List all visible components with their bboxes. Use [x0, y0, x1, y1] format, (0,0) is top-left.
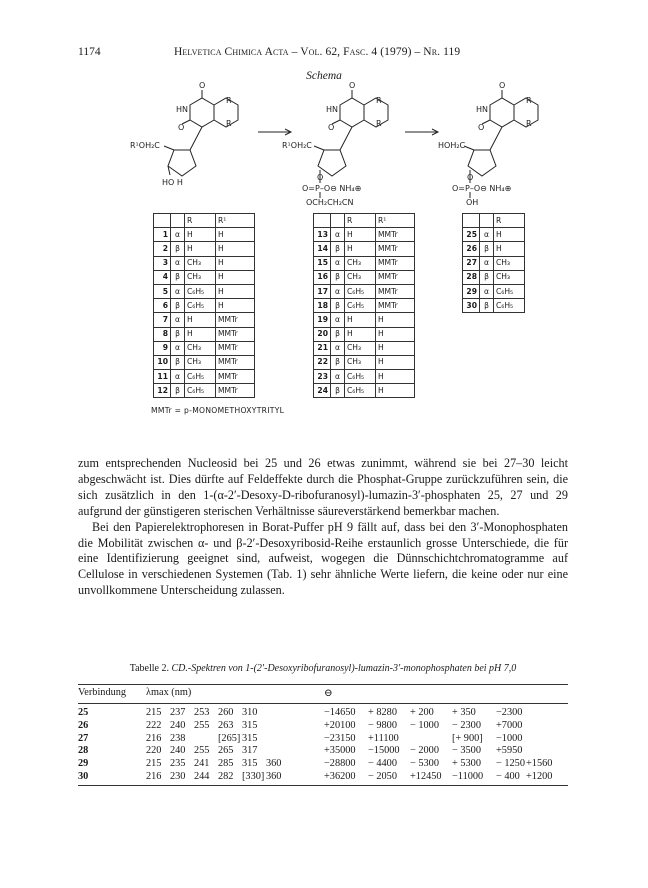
table-cell: H	[216, 228, 255, 242]
theta-value: − 4400	[368, 758, 397, 770]
table-cell: α	[331, 228, 345, 242]
header-cell: R	[185, 214, 216, 228]
table-row	[314, 370, 415, 384]
lambda-value: 220	[146, 745, 162, 757]
compound-table-3	[462, 213, 525, 313]
table-cell: β	[171, 299, 185, 313]
compound-number: 17	[314, 284, 331, 298]
lambda-value: 282	[218, 771, 234, 782]
table-cell: H	[494, 228, 525, 242]
compound-number: 20	[314, 327, 331, 341]
table-row	[154, 270, 255, 284]
table-row	[463, 228, 525, 242]
s1-hn: HN	[176, 105, 188, 114]
table-cell: α	[171, 341, 185, 355]
table-row	[154, 299, 255, 313]
s1-r-bottom: R	[226, 119, 232, 128]
table-row	[154, 355, 255, 369]
lambda-value: 255	[194, 719, 210, 731]
compound-number: 16	[314, 270, 331, 284]
table-cell: α	[331, 341, 345, 355]
compound-number: 30	[463, 299, 480, 313]
compound-number: 27	[463, 256, 480, 270]
table-cell: β	[171, 327, 185, 341]
table-cell: H	[216, 256, 255, 270]
compound-number: 4	[154, 270, 171, 284]
theta-value: − 1250	[496, 758, 525, 770]
theta-value: −23150	[324, 732, 356, 744]
table-cell: H	[345, 228, 376, 242]
theta-value: + 200	[410, 707, 434, 718]
theta-value: − 2000	[410, 745, 439, 757]
table-cell: C₆H₅	[345, 284, 376, 298]
table-cell: H	[185, 242, 216, 256]
table-cell: CH₃	[345, 256, 376, 270]
s2-r1oh2c: R¹OH₂C	[282, 141, 312, 150]
table-row	[463, 299, 525, 313]
theta-value: − 1000	[410, 719, 439, 731]
page-number: 1174	[78, 46, 101, 58]
table-row	[154, 384, 255, 398]
header-cell	[331, 214, 345, 228]
compound-number: 3	[154, 256, 171, 270]
table-row	[314, 228, 415, 242]
compound-number: 22	[314, 355, 331, 369]
s2-carbonyl-o: O	[349, 81, 356, 90]
table-cell: α	[171, 228, 185, 242]
table-cell: β	[480, 299, 494, 313]
s3-r-bottom: R	[526, 119, 532, 128]
table-cell: H	[185, 313, 216, 327]
table-row	[314, 299, 415, 313]
paragraph-1: zum entsprechenden Nucleosid bei 25 und 26 etwas zunimmt, während sie bei 27–30 leicht abgeschwächt ist. Dies dürfte auf Feldeffekte durch die Phosphat-Gruppe zurückzuführen sein, die sich zusätzlich in den 1-(α-2′-Desoxy-D-ribofuranosyl)-lumazin-3′-phosphaten 25, 27 und 29 aufgrund der günstigeren sterischen Verhältnisse säureverstärkend bemerkbar machen.	[78, 456, 568, 518]
compound-table-1	[153, 213, 255, 398]
table-row	[314, 242, 415, 256]
table-cell: MMTr	[216, 327, 255, 341]
table-cell: α	[480, 284, 494, 298]
table-cell: β	[171, 242, 185, 256]
compound-id: 28	[78, 745, 89, 757]
table-cell: H	[216, 284, 255, 298]
table-cell: CH₃	[345, 355, 376, 369]
compound-number: 6	[154, 299, 171, 313]
lambda-value: 241	[194, 758, 210, 770]
table-cell: H	[376, 327, 415, 341]
table-cell: α	[331, 256, 345, 270]
table-cell: C₆H₅	[345, 370, 376, 384]
s3-o: O	[467, 173, 474, 182]
table-cell: MMTr	[376, 270, 415, 284]
s1-carbonyl-o: O	[199, 81, 206, 90]
paragraph-2: Bei den Papierelektrophoresen in Borat-Puffer pH 9 fällt auf, dass bei den 3′-Monophosphaten die Mobilität zwischen α- und β-2′-Desoxyribosid-Reihe erstaunlich grosse Unterschiede, die für eine Identifizierung geeignet sind, aufweist, wogegen die Dünnschichtchromatogramme auf Cellulose in verschiedenen Systemen (Tab. 1) sehr ähnliche Werte liefern, die keine oder nur eine unvollkommene Unterscheidung zulassen.	[78, 519, 568, 598]
s2-o: O	[317, 173, 324, 182]
theta-value: +20100	[324, 719, 356, 731]
lambda-value: 216	[146, 732, 162, 744]
header-cell	[314, 214, 331, 228]
table-row	[154, 370, 255, 384]
theta-value: −15000	[368, 745, 400, 757]
compound-number: 26	[463, 242, 480, 256]
table-row	[314, 355, 415, 369]
s3-r-top: R	[526, 96, 532, 105]
table-cell: CH₃	[185, 355, 216, 369]
table-cell: α	[331, 284, 345, 298]
theta-value: + 350	[452, 707, 476, 718]
s3-hn: HN	[476, 105, 488, 114]
table-cell: β	[480, 270, 494, 284]
lambda-value: 255	[194, 745, 210, 757]
lambda-value: 315	[242, 732, 258, 744]
table-cell: α	[171, 370, 185, 384]
table-cell: CH₃	[494, 270, 525, 284]
header-cell	[480, 214, 494, 228]
theta-value: +7000	[496, 719, 523, 731]
s2-ring-o: O	[328, 123, 335, 132]
table-row	[314, 284, 415, 298]
table-row	[314, 270, 415, 284]
table-cell: H	[185, 327, 216, 341]
table-cell: α	[171, 284, 185, 298]
table-cell: CH₃	[185, 341, 216, 355]
table-rule-top	[78, 684, 568, 685]
table-cell: C₆H₅	[345, 299, 376, 313]
header-cell	[154, 214, 171, 228]
theta-value: +35000	[324, 745, 356, 757]
col-theta: ⊖	[324, 688, 333, 699]
compound-number: 11	[154, 370, 171, 384]
table-cell: α	[480, 256, 494, 270]
table-cell: H	[185, 228, 216, 242]
table-row	[463, 284, 525, 298]
table-cell: β	[171, 270, 185, 284]
body-text	[78, 456, 568, 599]
lambda-value: 317	[242, 745, 258, 757]
table-cell: α	[480, 228, 494, 242]
table-2-caption	[78, 663, 568, 674]
theta-value: [+ 900]	[452, 732, 483, 744]
table-row	[154, 284, 255, 298]
table-cell: MMTr	[216, 341, 255, 355]
table-cell: CH₃	[185, 256, 216, 270]
lambda-value: 260	[218, 707, 234, 718]
table-cell: α	[331, 370, 345, 384]
s3-phosphate: O=P–O⊖ NH₄⊕	[452, 184, 512, 193]
lambda-value: 230	[170, 771, 186, 782]
lambda-value: 310	[242, 707, 258, 718]
header-cell: R¹	[216, 214, 255, 228]
table-cell: MMTr	[216, 313, 255, 327]
table-row	[463, 242, 525, 256]
compound-id: 27	[78, 732, 89, 744]
table-cell: β	[331, 270, 345, 284]
s1-ho-h: HO H	[162, 178, 183, 187]
lambda-value: 215	[146, 707, 162, 718]
lambda-value: 240	[170, 719, 186, 731]
lambda-value: [330]	[242, 771, 265, 782]
compound-number: 21	[314, 341, 331, 355]
schema-title: Schema	[306, 70, 342, 82]
table-cell: H	[345, 242, 376, 256]
lambda-value: 265	[218, 745, 234, 757]
lambda-value: [265]	[218, 732, 241, 744]
s3-oh: OH	[466, 198, 479, 207]
compound-number: 29	[463, 284, 480, 298]
table-row	[154, 256, 255, 270]
compound-number: 12	[154, 384, 171, 398]
table-cell: H	[376, 341, 415, 355]
lambda-value: 315	[242, 758, 258, 770]
col-compound: Verbindung	[78, 687, 127, 698]
theta-value: +11100	[368, 732, 399, 744]
compound-number: 25	[463, 228, 480, 242]
compound-number: 19	[314, 313, 331, 327]
s1-r-top: R	[226, 96, 232, 105]
compound-number: 15	[314, 256, 331, 270]
table-cell: α	[331, 313, 345, 327]
table-2-label: Tabelle 2.	[129, 663, 169, 674]
compound-number: 24	[314, 384, 331, 398]
table-cell: H	[345, 327, 376, 341]
lambda-value: 244	[194, 771, 210, 782]
table-row	[314, 341, 415, 355]
s3-carbonyl-o: O	[499, 81, 506, 90]
lambda-value: 360	[266, 758, 282, 770]
table-cell: MMTr	[376, 256, 415, 270]
lambda-value: 235	[170, 758, 186, 770]
header-cell: R	[345, 214, 376, 228]
theta-value: − 2300	[452, 719, 481, 731]
table-cell: H	[345, 313, 376, 327]
theta-value: +1560	[526, 758, 553, 770]
lambda-value: 240	[170, 745, 186, 757]
theta-value: +36200	[324, 771, 356, 782]
table-cell: CH₃	[185, 270, 216, 284]
lambda-value: 285	[218, 758, 234, 770]
table-cell: H	[376, 384, 415, 398]
theta-value: +5950	[496, 745, 523, 757]
compound-number: 9	[154, 341, 171, 355]
lambda-value: 263	[218, 719, 234, 731]
theta-value: −11000	[452, 771, 484, 782]
theta-value: − 2050	[368, 771, 397, 782]
mmtr-footnote: MMTr = p-MONOMETHOXYTRITYL	[151, 406, 285, 415]
compound-table-2	[313, 213, 415, 398]
table-cell: β	[171, 355, 185, 369]
theta-value: +1200	[526, 771, 553, 782]
table-row	[463, 256, 525, 270]
table-cell: C₆H₅	[494, 299, 525, 313]
theta-value: −28800	[324, 758, 356, 770]
table-cell: β	[480, 242, 494, 256]
theta-value: − 5300	[410, 758, 439, 770]
table-row	[314, 256, 415, 270]
compound-id: 30	[78, 771, 89, 782]
col-lambda: λmax (nm)	[146, 687, 192, 698]
compound-number: 5	[154, 284, 171, 298]
theta-value: + 5300	[452, 758, 481, 770]
s1-ring-o: O	[178, 123, 185, 132]
s2-cyanoethyl: OCH₂CH₂CN	[306, 198, 354, 207]
header-cell	[171, 214, 185, 228]
table-row	[154, 228, 255, 242]
theta-value: +12450	[410, 771, 442, 782]
table-cell: α	[171, 313, 185, 327]
compound-number: 7	[154, 313, 171, 327]
table-cell: β	[331, 299, 345, 313]
s2-r-bottom: R	[376, 119, 382, 128]
compound-number: 18	[314, 299, 331, 313]
table-row	[314, 313, 415, 327]
header-cell: R	[494, 214, 525, 228]
table-cell: MMTr	[216, 355, 255, 369]
table-cell: MMTr	[216, 384, 255, 398]
lambda-value: 315	[242, 719, 258, 731]
table-cell: β	[331, 242, 345, 256]
table-cell: H	[376, 370, 415, 384]
table-cell: CH₃	[345, 341, 376, 355]
table-cell: H	[216, 270, 255, 284]
compound-number: 14	[314, 242, 331, 256]
journal-title: Helvetica Chimica Acta – Vol. 62, Fasc. 4 (1979) – Nr. 119	[174, 46, 461, 58]
compound-id: 26	[78, 719, 89, 731]
lambda-value: 253	[194, 707, 210, 718]
table-cell: C₆H₅	[185, 370, 216, 384]
table-cell: CH₃	[345, 270, 376, 284]
theta-value: + 8280	[368, 707, 397, 718]
compound-number: 13	[314, 228, 331, 242]
table-cell: β	[331, 327, 345, 341]
table-cell: H	[216, 242, 255, 256]
s3-ring-o: O	[478, 123, 485, 132]
table-cell: MMTr	[216, 370, 255, 384]
table-row	[154, 327, 255, 341]
table-row	[154, 242, 255, 256]
compound-id: 25	[78, 707, 89, 718]
compound-id: 29	[78, 758, 89, 770]
table-row	[463, 270, 525, 284]
table-row	[314, 384, 415, 398]
compound-number: 28	[463, 270, 480, 284]
lambda-value: 238	[170, 732, 186, 744]
table-cell: H	[376, 355, 415, 369]
lambda-value: 216	[146, 771, 162, 782]
compound-number: 23	[314, 370, 331, 384]
table-cell: MMTr	[376, 228, 415, 242]
s3-hoh2c: HOH₂C	[438, 141, 466, 150]
theta-value: − 9800	[368, 719, 397, 731]
table-row	[154, 341, 255, 355]
table-row	[154, 313, 255, 327]
theta-value: −2300	[496, 707, 523, 718]
compound-number: 10	[154, 355, 171, 369]
theta-value: − 3500	[452, 745, 481, 757]
table-cell: C₆H₅	[185, 299, 216, 313]
header-cell: R¹	[376, 214, 415, 228]
table-row	[314, 327, 415, 341]
table-cell: H	[494, 242, 525, 256]
theta-value: − 400	[496, 771, 520, 782]
table-cell: α	[171, 256, 185, 270]
lambda-value: 215	[146, 758, 162, 770]
table-cell: MMTr	[376, 299, 415, 313]
table-cell: C₆H₅	[185, 284, 216, 298]
table-2-title: CD.-Spektren von 1-(2′-Desoxyribofuranosyl)-lumazin-3′-monophosphaten bei pH 7,0	[171, 663, 517, 674]
table-cell: β	[171, 384, 185, 398]
table-rule-header	[78, 703, 568, 704]
theta-value: −1000	[496, 732, 523, 744]
s2-r-top: R	[376, 96, 382, 105]
s1-r1oh2c: R¹OH₂C	[130, 141, 160, 150]
table-rule-bottom	[78, 785, 568, 786]
compound-number: 8	[154, 327, 171, 341]
compound-number: 2	[154, 242, 171, 256]
header-cell	[463, 214, 480, 228]
theta-value: −14650	[324, 707, 356, 718]
lambda-value: 237	[170, 707, 186, 718]
s2-phosphate: O=P–O⊖ NH₄⊕	[302, 184, 362, 193]
s2-hn: HN	[326, 105, 338, 114]
table-cell: H	[376, 313, 415, 327]
table-cell: H	[216, 299, 255, 313]
table-cell: C₆H₅	[185, 384, 216, 398]
table-cell: β	[331, 384, 345, 398]
table-cell: CH₃	[494, 256, 525, 270]
table-cell: C₆H₅	[494, 284, 525, 298]
compound-number: 1	[154, 228, 171, 242]
lambda-value: 360	[266, 771, 282, 782]
table-cell: MMTr	[376, 284, 415, 298]
lambda-value: 222	[146, 719, 162, 731]
table-cell: MMTr	[376, 242, 415, 256]
table-cell: β	[331, 355, 345, 369]
reaction-scheme	[0, 0, 648, 220]
table-cell: C₆H₅	[345, 384, 376, 398]
